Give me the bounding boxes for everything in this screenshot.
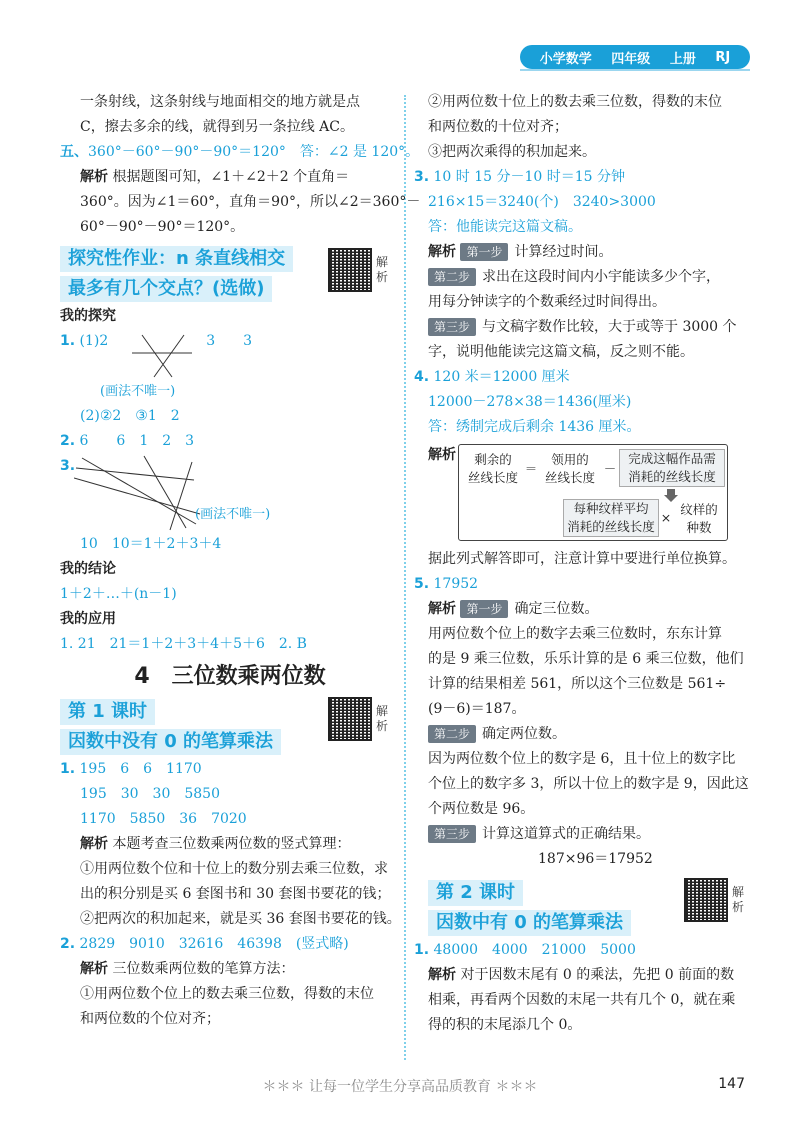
analysis-text: 得的积的末尾添几个 0。 [428, 1017, 582, 1033]
analysis-text: 计算这道算式的正确结果。 [482, 826, 651, 842]
analysis-text: (9－6)＝187。 [428, 701, 526, 717]
analysis-label: 解析 [80, 169, 108, 185]
section-title: 最多有几个交点？(选做) [60, 276, 272, 302]
flow-box-remaining [463, 451, 523, 487]
page-number: 147 [718, 1076, 745, 1092]
section-title: 探究性作业：n 条直线相交 [60, 246, 293, 272]
left-column [60, 90, 421, 1032]
explore-q3 [60, 454, 400, 532]
analysis-text: 个两位数是 96。 [428, 801, 535, 817]
lesson2-heading [428, 878, 768, 938]
analysis-text: 计算的结果相差 561，所以这个三位数是 561÷ [428, 676, 727, 692]
flow-operator: － [603, 461, 617, 476]
flow-box-per-pattern [563, 499, 659, 537]
lesson-title: 第 1 课时 [60, 699, 155, 725]
lines-figure-3 [74, 454, 204, 532]
equation: 187×96＝17952 [538, 851, 653, 867]
answer-text: 120 米＝12000 厘米 [433, 369, 570, 385]
answer-text: 195 30 30 5850 [80, 786, 220, 802]
answer-text: 17952 [433, 576, 479, 592]
question-number: 五、 [60, 144, 88, 160]
answer-text: 10 时 15 分－10 时＝15 分钟 [433, 169, 626, 185]
answer-text: 360°－60°－90°－90°＝120° 答：∠2 是 120°。 [88, 144, 420, 160]
step-badge: 第一步 [460, 600, 508, 618]
answer-text: 1＋2＋…＋(n－1) [60, 586, 177, 602]
header-grade: 四年级 [611, 51, 651, 67]
subheading: 我的结论 [60, 561, 116, 577]
note-text: (画法不唯一) [195, 507, 271, 522]
answer-text: 1170 5850 36 7020 [80, 811, 247, 827]
flow-text: 完成这幅作品需 [628, 451, 716, 466]
right-column [414, 90, 768, 1038]
flow-text: 消耗的丝线长度 [628, 469, 716, 484]
answer-text: (1)2 3 3 [79, 333, 253, 349]
analysis-text: 相乘，再看两个因数的末尾一共有几个 0，就在乘 [428, 992, 736, 1008]
step-badge: 第一步 [460, 243, 508, 261]
analysis-text: ②用两位数十位上的数去乘三位数，得数的末位 [428, 94, 722, 110]
step-badge: 第二步 [428, 268, 476, 286]
analysis-text: 与文稿字数作比较，大于或等于 3000 个 [482, 319, 737, 335]
analysis-text: 360°。因为∠1＝60°，直角＝90°，所以∠2＝360°－ [80, 194, 421, 210]
answer-text: 10 10＝1＋2＋3＋4 [80, 536, 222, 552]
analysis-label: 解析 [428, 447, 456, 463]
answer-text: 答：他能读完这篇文稿。 [428, 219, 582, 235]
analysis-text: 对于因数末尾有 0 的乘法，先把 0 前面的数 [456, 967, 735, 983]
lesson-title: 第 2 课时 [428, 880, 523, 906]
flow-diagram [458, 444, 728, 541]
question-number: 1. [60, 333, 76, 349]
text-line: C，擦去多余的线，就得到另一条拉线 AC。 [80, 119, 354, 135]
flow-text: 消耗的丝线长度 [567, 519, 655, 534]
analysis-text: 三位数乘两位数的笔算方法： [108, 961, 295, 977]
lesson1-heading [60, 697, 400, 757]
qr-code-icon [328, 697, 372, 741]
header-badge [520, 45, 750, 69]
analysis-text: 计算经过时间。 [514, 244, 613, 260]
flow-box-issued [539, 451, 601, 487]
analysis-label: 解析 [428, 244, 456, 260]
lesson-subtitle: 因数中有 0 的笔算乘法 [428, 910, 631, 936]
analysis-text: 和两位数的个位对齐； [80, 1011, 220, 1027]
flow-operator: ＝ [524, 461, 538, 476]
lines-figure-1 [132, 333, 192, 379]
qr-code-icon [328, 248, 372, 292]
answer-text: 答：绣制完成后剩余 1436 厘米。 [428, 419, 641, 435]
question-number: 3. [414, 169, 430, 185]
question-number: 1. [60, 761, 76, 777]
flow-text: 丝线长度 [467, 470, 518, 485]
answer-text: 2829 9010 32616 46398 (竖式略) [79, 936, 349, 952]
header-term: 上册 [669, 51, 696, 67]
answer-text: 12000－278×38＝1436(厘米) [428, 394, 632, 410]
explore-heading [60, 244, 400, 304]
flow-text: 纹样的 [680, 502, 718, 517]
qr-code[interactable] [684, 878, 746, 922]
analysis-text: ③把两次乘得的积加起来。 [428, 144, 596, 160]
step-badge: 第三步 [428, 825, 476, 843]
analysis-text: 的是 9 乘三位数，乐乐计算的是 6 乘三位数，他们 [428, 651, 744, 667]
flow-box-consumed [619, 449, 725, 487]
analysis-text: 个位上的数字多 3，所以十位上的数字是 9，因此这 [428, 776, 749, 792]
answer-text: 48000 4000 21000 5000 [433, 942, 636, 958]
analysis-label: 解析 [428, 967, 456, 983]
header-edition: RJ [715, 49, 731, 65]
flow-operator: × [660, 510, 672, 525]
flow-text: 种数 [686, 520, 712, 535]
question-number: 1. [414, 942, 430, 958]
analysis-text: ①用两位数个位上的数去乘三位数，得数的末位 [80, 986, 374, 1002]
analysis-text: ②把两次的积加起来，就是买 36 套图书要花的钱。 [80, 911, 401, 927]
analysis-text: 用两位数个位上的数字去乘三位数时，东东计算 [428, 626, 722, 642]
analysis-label: 解析 [428, 601, 456, 617]
analysis-text: 60°－90°－90°＝120°。 [80, 219, 245, 235]
qr-label: 解析 [376, 704, 389, 733]
analysis-text: 据此列式解答即可，注意计算中要进行单位换算。 [428, 551, 736, 567]
analysis-text: 出的积分别是买 6 套图书和 30 套图书要花的钱； [80, 886, 391, 902]
analysis-text: 字，说明他能读完这篇文稿，反之则不能。 [428, 344, 694, 360]
header-subject: 小学数学 [539, 51, 592, 67]
header-rule [520, 69, 750, 71]
question-number: 3. [60, 458, 76, 474]
analysis-label: 解析 [80, 961, 108, 977]
footer-slogan: ＊＊＊ 让每一位学生分享高品质教育 ＊＊＊ [262, 1079, 538, 1095]
column-divider [404, 95, 406, 1060]
qr-code[interactable] [328, 697, 390, 741]
flow-text: 每种纹样平均 [573, 501, 649, 516]
answer-text: (2)②2 ③1 2 [80, 408, 180, 424]
analysis-text: 用每分钟读字的个数乘经过时间得出。 [428, 294, 666, 310]
analysis-text: 和两位数的十位对齐； [428, 119, 568, 135]
answer-text: 6 6 1 2 3 [79, 433, 195, 449]
qr-label: 解析 [376, 255, 389, 284]
answer-text: 216×15＝3240(个) 3240>3000 [428, 194, 656, 210]
analysis-text: 本题考查三位数乘两位数的竖式算理： [108, 836, 351, 852]
analysis-text: 根据题图可知，∠1＋∠2＋2 个直角＝ [108, 169, 350, 185]
analysis-text: 求出在这段时间内小宇能读多少个字， [482, 269, 721, 285]
question-number: 2. [60, 433, 76, 449]
chapter-title: 4 三位数乘两位数 [134, 664, 326, 689]
note-text: (画法不唯一) [100, 384, 176, 399]
question-number: 2. [60, 936, 76, 952]
analysis-text: ①用两位数个位和十位上的数分别去乘三位数，求 [80, 861, 388, 877]
lesson-subtitle: 因数中没有 0 的笔算乘法 [60, 729, 281, 755]
step-badge: 第二步 [428, 725, 476, 743]
step-badge: 第三步 [428, 318, 476, 336]
analysis-diagram-block [428, 444, 768, 541]
flow-text: 剩余的 [474, 452, 512, 467]
analysis-text: 确定三位数。 [514, 601, 599, 617]
analysis-text: 因为两位数个位上的数字是 6，且十位上的数字比 [428, 751, 736, 767]
text-line: 一条射线，这条射线与地面相交的地方就是点 [80, 94, 360, 110]
question-number: 4. [414, 369, 430, 385]
qr-code-icon [684, 878, 728, 922]
answer-text: 1. 21 21＝1＋2＋3＋4＋5＋6 2. B [60, 636, 307, 652]
answer-text: 195 6 6 1170 [79, 761, 202, 777]
explore-q1 [60, 329, 400, 379]
question-number: 5. [414, 576, 430, 592]
flow-text: 领用的 [551, 452, 589, 467]
subheading: 我的应用 [60, 611, 116, 627]
flow-text: 丝线长度 [544, 470, 595, 485]
flow-box-pattern-count [675, 501, 723, 537]
qr-label: 解析 [732, 885, 745, 914]
subheading: 我的探究 [60, 308, 116, 324]
analysis-label: 解析 [80, 836, 108, 852]
qr-code[interactable] [328, 248, 390, 292]
analysis-text: 确定两位数。 [482, 726, 567, 742]
